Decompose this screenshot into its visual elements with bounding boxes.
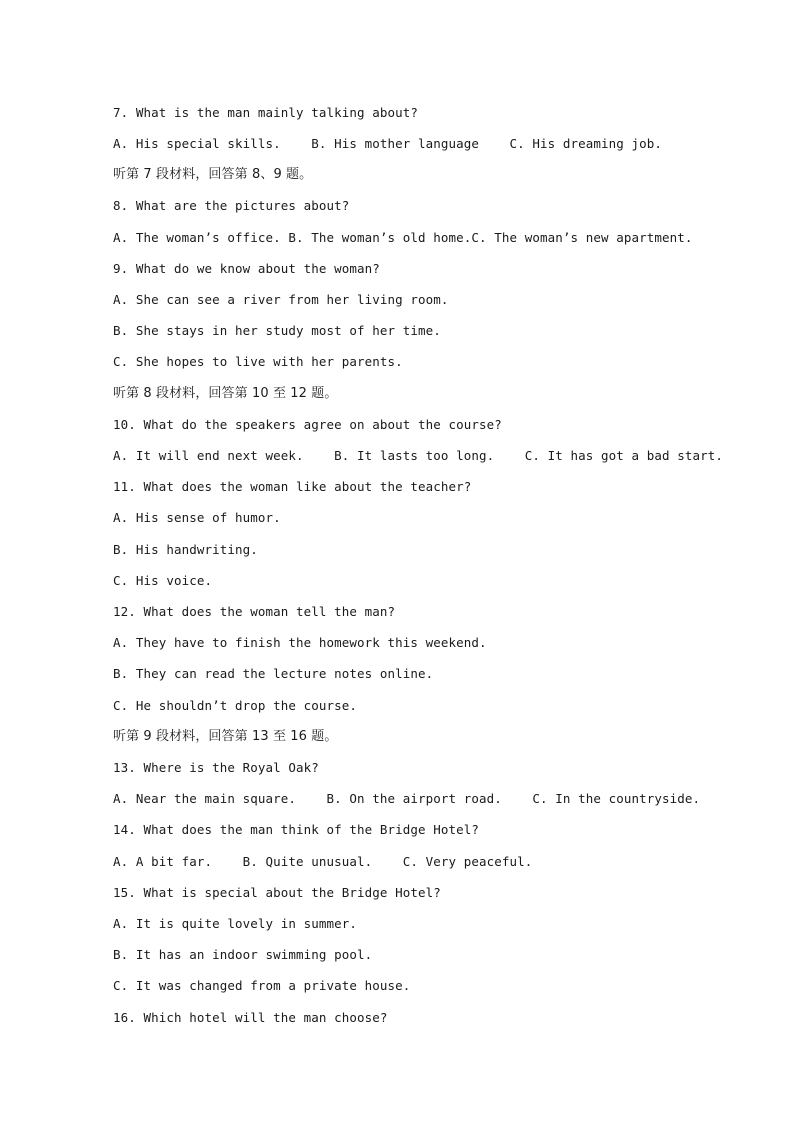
question-7-options: A. His special skills. B. His mother language C. His dreaming job. bbox=[113, 136, 663, 151]
question-9-option-a: A. She can see a river from her living room. bbox=[113, 292, 449, 307]
question-12: 12. What does the woman tell the man? bbox=[113, 604, 396, 619]
section-heading-7: 听第 7 段材料，回答第 8、9 题。 bbox=[113, 167, 313, 182]
section-heading-9: 听第 9 段材料，回答第 13 至 16 题。 bbox=[113, 729, 338, 744]
question-8-options: A. The woman’s office. B. The woman’s old home.C. The woman’s new apartment. bbox=[113, 230, 693, 245]
question-12-option-c: C. He shouldn’t drop the course. bbox=[113, 698, 358, 713]
question-11: 11. What does the woman like about the teacher? bbox=[113, 479, 472, 494]
question-10-options: A. It will end next week. B. It lasts too long. C. It has got a bad start. bbox=[113, 448, 724, 463]
section-heading-8: 听第 8 段材料，回答第 10 至 12 题。 bbox=[113, 386, 338, 401]
question-9: 9. What do we know about the woman? bbox=[113, 261, 380, 276]
question-12-option-b: B. They can read the lecture notes online. bbox=[113, 666, 434, 681]
question-15-option-c: C. It was changed from a private house. bbox=[113, 978, 411, 993]
question-11-option-c: C. His voice. bbox=[113, 573, 213, 588]
question-15-option-a: A. It is quite lovely in summer. bbox=[113, 916, 358, 931]
question-15: 15. What is special about the Bridge Hotel? bbox=[113, 885, 441, 900]
question-7: 7. What is the man mainly talking about? bbox=[113, 105, 419, 120]
question-13-options: A. Near the main square. B. On the airport road. C. In the countryside. bbox=[113, 791, 701, 806]
question-9-option-c: C. She hopes to live with her parents. bbox=[113, 354, 403, 369]
question-14: 14. What does the man think of the Bridge Hotel? bbox=[113, 822, 480, 837]
question-12-option-a: A. They have to finish the homework this weekend. bbox=[113, 635, 487, 650]
question-11-option-b: B. His handwriting. bbox=[113, 542, 258, 557]
question-11-option-a: A. His sense of humor. bbox=[113, 510, 281, 525]
question-8: 8. What are the pictures about? bbox=[113, 198, 350, 213]
question-15-option-b: B. It has an indoor swimming pool. bbox=[113, 947, 373, 962]
question-14-options: A. A bit far. B. Quite unusual. C. Very peaceful. bbox=[113, 854, 533, 869]
question-9-option-b: B. She stays in her study most of her time. bbox=[113, 323, 441, 338]
question-16: 16. Which hotel will the man choose? bbox=[113, 1010, 388, 1025]
question-10: 10. What do the speakers agree on about the course? bbox=[113, 417, 502, 432]
question-13: 13. Where is the Royal Oak? bbox=[113, 760, 319, 775]
